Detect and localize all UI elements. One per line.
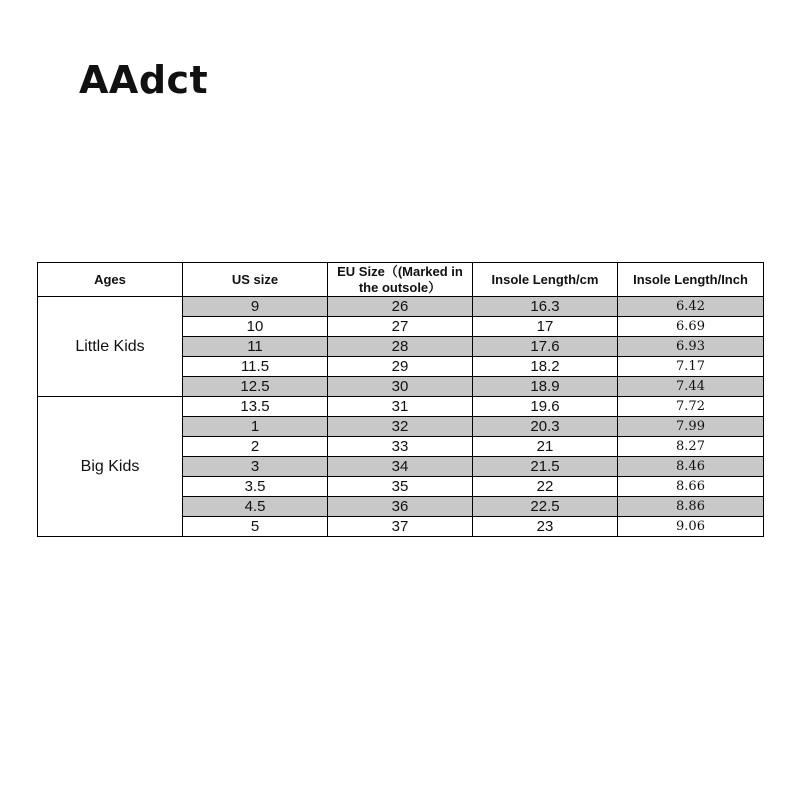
table-row xyxy=(38,397,764,417)
eu-size-cell: 36 xyxy=(328,497,473,517)
insole-cm-cell: 22 xyxy=(473,477,618,497)
header-ages: Ages xyxy=(38,263,183,297)
us-size-cell: 12.5 xyxy=(183,377,328,397)
eu-size-cell: 31 xyxy=(328,397,473,417)
eu-size-cell: 29 xyxy=(328,357,473,377)
age-group-cell: Big Kids xyxy=(38,397,183,537)
eu-size-cell: 27 xyxy=(328,317,473,337)
eu-size-cell: 37 xyxy=(328,517,473,537)
insole-cm-cell: 18.9 xyxy=(473,377,618,397)
size-chart-table xyxy=(37,262,764,537)
us-size-cell: 11 xyxy=(183,337,328,357)
us-size-cell: 1 xyxy=(183,417,328,437)
eu-size-cell: 32 xyxy=(328,417,473,437)
insole-cm-cell: 21 xyxy=(473,437,618,457)
eu-size-cell: 35 xyxy=(328,477,473,497)
insole-cm-cell: 16.3 xyxy=(473,297,618,317)
insole-cm-cell: 21.5 xyxy=(473,457,618,477)
us-size-cell: 10 xyxy=(183,317,328,337)
insole-inch-cell: 6.42 xyxy=(618,297,764,317)
insole-inch-cell: 9.06 xyxy=(618,517,764,537)
insole-inch-cell: 7.44 xyxy=(618,377,764,397)
table-body xyxy=(38,297,764,537)
insole-inch-cell: 7.99 xyxy=(618,417,764,437)
header-eu-size: EU Size（(Marked in the outsole） xyxy=(328,263,473,297)
insole-inch-cell: 8.66 xyxy=(618,477,764,497)
insole-inch-cell: 8.46 xyxy=(618,457,764,477)
insole-inch-cell: 8.27 xyxy=(618,437,764,457)
insole-cm-cell: 19.6 xyxy=(473,397,618,417)
insole-cm-cell: 23 xyxy=(473,517,618,537)
insole-cm-cell: 22.5 xyxy=(473,497,618,517)
insole-cm-cell: 18.2 xyxy=(473,357,618,377)
us-size-cell: 4.5 xyxy=(183,497,328,517)
insole-inch-cell: 7.72 xyxy=(618,397,764,417)
us-size-cell: 3 xyxy=(183,457,328,477)
us-size-cell: 13.5 xyxy=(183,397,328,417)
age-group-cell: Little Kids xyxy=(38,297,183,397)
us-size-cell: 2 xyxy=(183,437,328,457)
header-insole-cm: Insole Length/cm xyxy=(473,263,618,297)
eu-size-cell: 34 xyxy=(328,457,473,477)
us-size-cell: 3.5 xyxy=(183,477,328,497)
insole-inch-cell: 6.69 xyxy=(618,317,764,337)
header-us-size: US size xyxy=(183,263,328,297)
eu-size-cell: 28 xyxy=(328,337,473,357)
eu-size-cell: 30 xyxy=(328,377,473,397)
insole-inch-cell: 6.93 xyxy=(618,337,764,357)
insole-inch-cell: 7.17 xyxy=(618,357,764,377)
insole-inch-cell: 8.86 xyxy=(618,497,764,517)
table-header-row xyxy=(38,263,764,297)
eu-size-cell: 26 xyxy=(328,297,473,317)
insole-cm-cell: 17 xyxy=(473,317,618,337)
eu-size-cell: 33 xyxy=(328,437,473,457)
insole-cm-cell: 17.6 xyxy=(473,337,618,357)
insole-cm-cell: 20.3 xyxy=(473,417,618,437)
us-size-cell: 9 xyxy=(183,297,328,317)
us-size-cell: 11.5 xyxy=(183,357,328,377)
us-size-cell: 5 xyxy=(183,517,328,537)
brand-logo-text: AAdct xyxy=(79,58,209,102)
table-row xyxy=(38,297,764,317)
header-insole-inch: Insole Length/Inch xyxy=(618,263,764,297)
